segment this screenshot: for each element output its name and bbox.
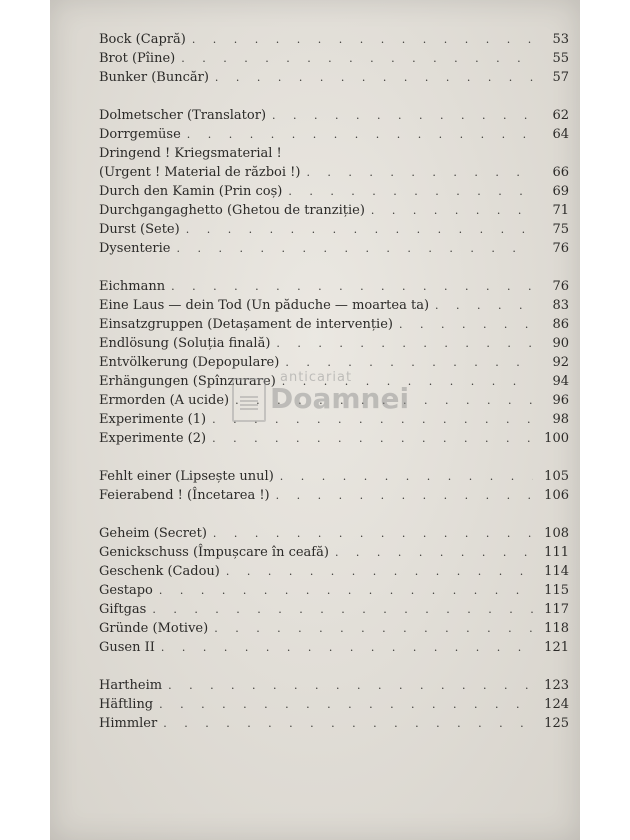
dot-leader — [163, 714, 533, 733]
entry-title: Einsatzgruppen (Detașament de intervenție) — [99, 317, 393, 332]
entry-page: 100 — [544, 431, 569, 446]
dot-leader — [276, 334, 533, 353]
toc-entry — [99, 676, 569, 695]
toc-group-f — [99, 467, 569, 505]
toc-entry — [99, 467, 569, 486]
entry-title: Bunker (Buncăr) — [99, 70, 209, 85]
dot-leader — [159, 695, 533, 714]
entry-page: 53 — [552, 32, 569, 47]
entry-title: Experimente (1) — [99, 412, 207, 427]
dot-leader — [288, 182, 533, 201]
toc-entry — [99, 239, 569, 258]
toc-entry — [99, 486, 569, 505]
entry-page: 114 — [544, 564, 569, 579]
entry-page: 98 — [552, 412, 569, 427]
entry-title: Brot (Pîine) — [99, 51, 176, 66]
toc-entry-line1 — [99, 144, 569, 163]
entry-title: Genickschuss (Împușcare în ceafă) — [99, 545, 329, 560]
entry-title: Ermorden (A ucide) — [99, 393, 230, 408]
toc-entry — [99, 619, 569, 638]
entry-title: Dolmetscher (Translator) — [99, 108, 267, 123]
entry-page: 55 — [552, 51, 569, 66]
dot-leader — [186, 220, 533, 239]
dot-leader — [435, 296, 533, 315]
entry-page: 105 — [544, 469, 569, 484]
watermark-small-text: anticariat — [280, 370, 353, 385]
entry-title: Dorrgemüse — [99, 127, 181, 142]
entry-title: Dysenterie — [99, 241, 171, 256]
dot-leader — [335, 543, 533, 562]
entry-title: Entvölkerung (Depopulare) — [99, 355, 280, 370]
toc-group-h — [99, 676, 569, 733]
toc-entry — [99, 334, 569, 353]
toc-entry — [99, 220, 569, 239]
toc-entry — [99, 125, 569, 144]
toc-entry — [99, 562, 569, 581]
toc-group-d — [99, 106, 569, 258]
entry-title: Gusen II — [99, 640, 155, 655]
dot-leader — [161, 638, 533, 657]
toc-entry — [99, 49, 569, 68]
entry-page: 66 — [552, 165, 569, 180]
toc-entry — [99, 695, 569, 714]
dot-leader — [306, 163, 533, 182]
entry-title: Feierabend ! (Încetarea !) — [99, 488, 270, 503]
book-icon — [232, 378, 266, 422]
entry-title: Durst (Sete) — [99, 222, 180, 237]
entry-title: Hartheim — [99, 678, 163, 693]
toc-entry — [99, 638, 569, 657]
entry-page: 115 — [544, 583, 569, 598]
toc-entry — [99, 182, 569, 201]
dot-leader — [371, 201, 533, 220]
toc-entry — [99, 524, 569, 543]
dot-leader — [159, 581, 533, 600]
entry-page: 123 — [544, 678, 569, 693]
entry-title: Eichmann — [99, 279, 166, 294]
dot-leader — [152, 600, 533, 619]
entry-title: Gründe (Motive) — [99, 621, 209, 636]
toc-entry — [99, 68, 569, 87]
entry-page: 106 — [544, 488, 569, 503]
toc-entry — [99, 163, 569, 182]
entry-page: 108 — [544, 526, 569, 541]
watermark-big-text: Doamnei — [270, 382, 410, 415]
dot-leader — [213, 524, 533, 543]
entry-title: Erhängungen (Spînzurare) — [99, 374, 276, 389]
entry-title: Eine Laus — dein Tod (Un păduche — moartea ta) — [99, 298, 430, 313]
entry-page: 92 — [552, 355, 569, 370]
toc-entry — [99, 600, 569, 619]
dot-leader — [181, 49, 533, 68]
entry-page: 125 — [544, 716, 569, 731]
entry-page: 121 — [544, 640, 569, 655]
entry-page: 86 — [552, 317, 569, 332]
entry-page: 57 — [552, 70, 569, 85]
dot-leader — [280, 467, 533, 486]
entry-page: 76 — [552, 241, 569, 256]
toc-entry — [99, 277, 569, 296]
dot-leader — [192, 30, 533, 49]
entry-title: Geheim (Secret) — [99, 526, 207, 541]
entry-title: Durchgangaghetto (Ghetou de tranziție) — [99, 203, 365, 218]
dot-leader — [272, 106, 533, 125]
entry-page: 94 — [552, 374, 569, 389]
toc-entry — [99, 201, 569, 220]
dot-leader — [187, 125, 533, 144]
entry-page: 117 — [544, 602, 569, 617]
dot-leader — [226, 562, 533, 581]
toc-group-b — [99, 30, 569, 87]
entry-title: Fehlt einer (Lipsește unul) — [99, 469, 274, 484]
entry-title: Durch den Kamin (Prin coș) — [99, 184, 283, 199]
entry-title: Gestapo — [99, 583, 153, 598]
entry-page: 83 — [552, 298, 569, 313]
dot-leader — [214, 619, 533, 638]
entry-page: 96 — [552, 393, 569, 408]
dot-leader — [171, 277, 533, 296]
dot-leader — [168, 676, 533, 695]
toc-entry — [99, 581, 569, 600]
entry-page: 76 — [552, 279, 569, 294]
entry-page: 75 — [552, 222, 569, 237]
entry-page: 111 — [544, 545, 569, 560]
toc-group-g — [99, 524, 569, 657]
entry-page: 71 — [552, 203, 569, 218]
watermark-logo — [232, 360, 412, 440]
entry-title: Bock (Capră) — [99, 32, 186, 47]
entry-title: Experimente (2) — [99, 431, 207, 446]
entry-title: Himmler — [99, 716, 158, 731]
dot-leader — [177, 239, 534, 258]
toc-entry — [99, 106, 569, 125]
entry-page: 90 — [552, 336, 569, 351]
entry-page: 69 — [552, 184, 569, 199]
entry-title: Dringend ! Kriegsmaterial ! — [99, 146, 282, 161]
toc-entry — [99, 30, 569, 49]
entry-title: Giftgas — [99, 602, 147, 617]
entry-title: (Urgent ! Material de război !) — [99, 165, 301, 180]
dot-leader — [276, 486, 533, 505]
toc-entry — [99, 714, 569, 733]
toc-entry — [99, 543, 569, 562]
entry-title: Geschenk (Cadou) — [99, 564, 220, 579]
dot-leader — [399, 315, 533, 334]
entry-page: 124 — [544, 697, 569, 712]
toc-entry — [99, 315, 569, 334]
entry-page: 118 — [544, 621, 569, 636]
entry-title: Endlösung (Soluția finală) — [99, 336, 271, 351]
dot-leader — [215, 68, 533, 87]
entry-page: 62 — [552, 108, 569, 123]
entry-title: Häftling — [99, 697, 154, 712]
entry-page: 64 — [552, 127, 569, 142]
toc-entry — [99, 296, 569, 315]
